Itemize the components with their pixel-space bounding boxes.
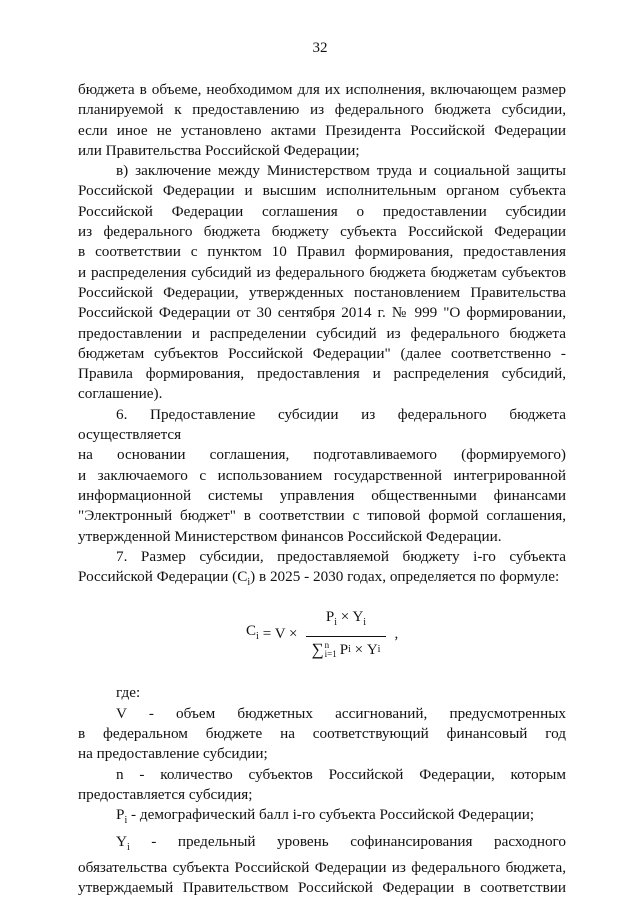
paragraph-continuation [78, 80, 566, 161]
text-line: в федеральном бюджете на соответствующий финансовый год [78, 725, 566, 743]
sum-lower: i=1 [324, 648, 337, 659]
text-line: бюджетам субъектов Российской Федерации" (далее соответственно - [78, 344, 566, 362]
text-line: V - объем бюджетных ассигнований, предусмотренных [116, 704, 566, 722]
text-line [78, 567, 566, 593]
text-line: из федерального бюджета бюджету субъекта Российской Федерации [78, 223, 566, 241]
text-line: на основании соглашения, подготавливаемого (формируемого) [78, 446, 566, 464]
subsidy-formula [246, 607, 398, 660]
paragraph-7 [78, 547, 566, 594]
text-line: предоставлении и распределении субсидий из федерального бюджета [78, 324, 566, 342]
sum-limits [325, 641, 337, 659]
formula-symbol: C [246, 622, 257, 639]
text-line: 6. Предоставление субсидии из федерального бюджета осуществляется [78, 405, 566, 444]
text-line: и распределения субсидий из федерального бюджета бюджетам субъектов [78, 263, 566, 281]
text-line: Российской Федерации, утвержденных постановлением Правительства [78, 283, 566, 301]
text-line: или Правительства Российской Федерации; [78, 141, 360, 159]
formula-operator: × [354, 641, 364, 658]
formula-symbol: Y [116, 832, 127, 850]
subscript: i [334, 617, 338, 629]
formula-tail: , [394, 625, 399, 642]
subscript: i [348, 643, 351, 655]
formula-block [78, 597, 566, 675]
formula-operator: × [340, 609, 350, 626]
formula-symbol: P [325, 609, 335, 626]
definition-n [78, 765, 566, 806]
formula-fraction [306, 607, 387, 660]
text-line: бюджета в объеме, необходимом для их исполнения, включающем размер [78, 81, 566, 98]
definition-v [78, 704, 566, 765]
formula-symbol: Y [352, 609, 364, 626]
text-line: и заключаемого с использованием государственной интегрированной [78, 466, 566, 484]
formula-symbol: P [339, 641, 349, 658]
sum-symbol: ∑ [311, 639, 324, 659]
definition-y [78, 832, 566, 899]
text-line: Российской Федерации и высшим исполнительным органом субъекта [78, 182, 566, 200]
text-line: планируемой к предоставлению из федерального бюджета субсидии, [78, 101, 566, 119]
text-line: на предоставление субсидии; [78, 745, 268, 763]
text-line: предоставляется субсидия; [78, 785, 253, 803]
subscript: i [256, 630, 259, 642]
text-fragment: Российской Федерации (C [78, 568, 248, 586]
text-line: Российской Федерации соглашения о предоставлении субсидии [78, 202, 566, 220]
text-line: утверждаемый Правительством Российской Федерации в соответствии [78, 879, 566, 897]
formula-denominator [306, 636, 387, 660]
formula-symbol: Y [366, 641, 378, 658]
formula-symbol: P [116, 806, 125, 824]
subscript: i [126, 841, 130, 853]
subscript: i [363, 617, 367, 629]
definition-p [78, 805, 566, 831]
text-line: "Электронный бюджет" в соответствии с типовой формой соглашения, [78, 507, 566, 525]
text-line: соглашение). [78, 385, 163, 403]
text-fragment: - демографический балл i-го субъекта Российской Федерации; [127, 806, 535, 824]
text-line: 7. Размер субсидии, предоставляемой бюджету i-го субъекта [116, 547, 566, 565]
text-line: n - количество субъектов Российской Федерации, которым [116, 765, 566, 783]
subscript: i [247, 577, 251, 589]
sum-upper: n [324, 639, 330, 650]
text-fragment: ) в 2025 - 2030 годах, определяется по формуле: [250, 568, 560, 586]
page-number: 32 [312, 40, 328, 56]
paragraph-v [78, 161, 566, 405]
text-line: Российской Федерации от 30 сентября 2014 г. № 999 "О формировании, [78, 304, 566, 322]
text-line: информационной системы управления общественными финансами [78, 486, 566, 504]
document-body [78, 80, 566, 898]
where-label: где: [116, 684, 141, 702]
text-line [78, 832, 566, 858]
text-line: обязательства субъекта Российской Федерации из федерального бюджета, [78, 858, 566, 876]
formula-lhs [246, 621, 259, 647]
text-line: если иное не установлено актами Президента Российской Федерации [78, 121, 566, 139]
formula-eq: = V × [262, 625, 298, 642]
text-line: в) заключение между Министерством труда и социальной защиты [116, 162, 566, 180]
paragraph-6 [78, 405, 566, 547]
subscript: i [124, 815, 128, 827]
subscript: i [377, 643, 381, 655]
text-line: в соответствии с пунктом 10 Правил формирования, предоставления [78, 243, 566, 261]
text-line: Правила формирования, предоставления и распределения субсидий, [78, 365, 566, 383]
text-fragment: - предельный уровень софинансирования расходного [129, 832, 566, 850]
formula-numerator [322, 607, 370, 635]
text-line: утвержденной Министерством финансов Российской Федерации. [78, 527, 502, 545]
